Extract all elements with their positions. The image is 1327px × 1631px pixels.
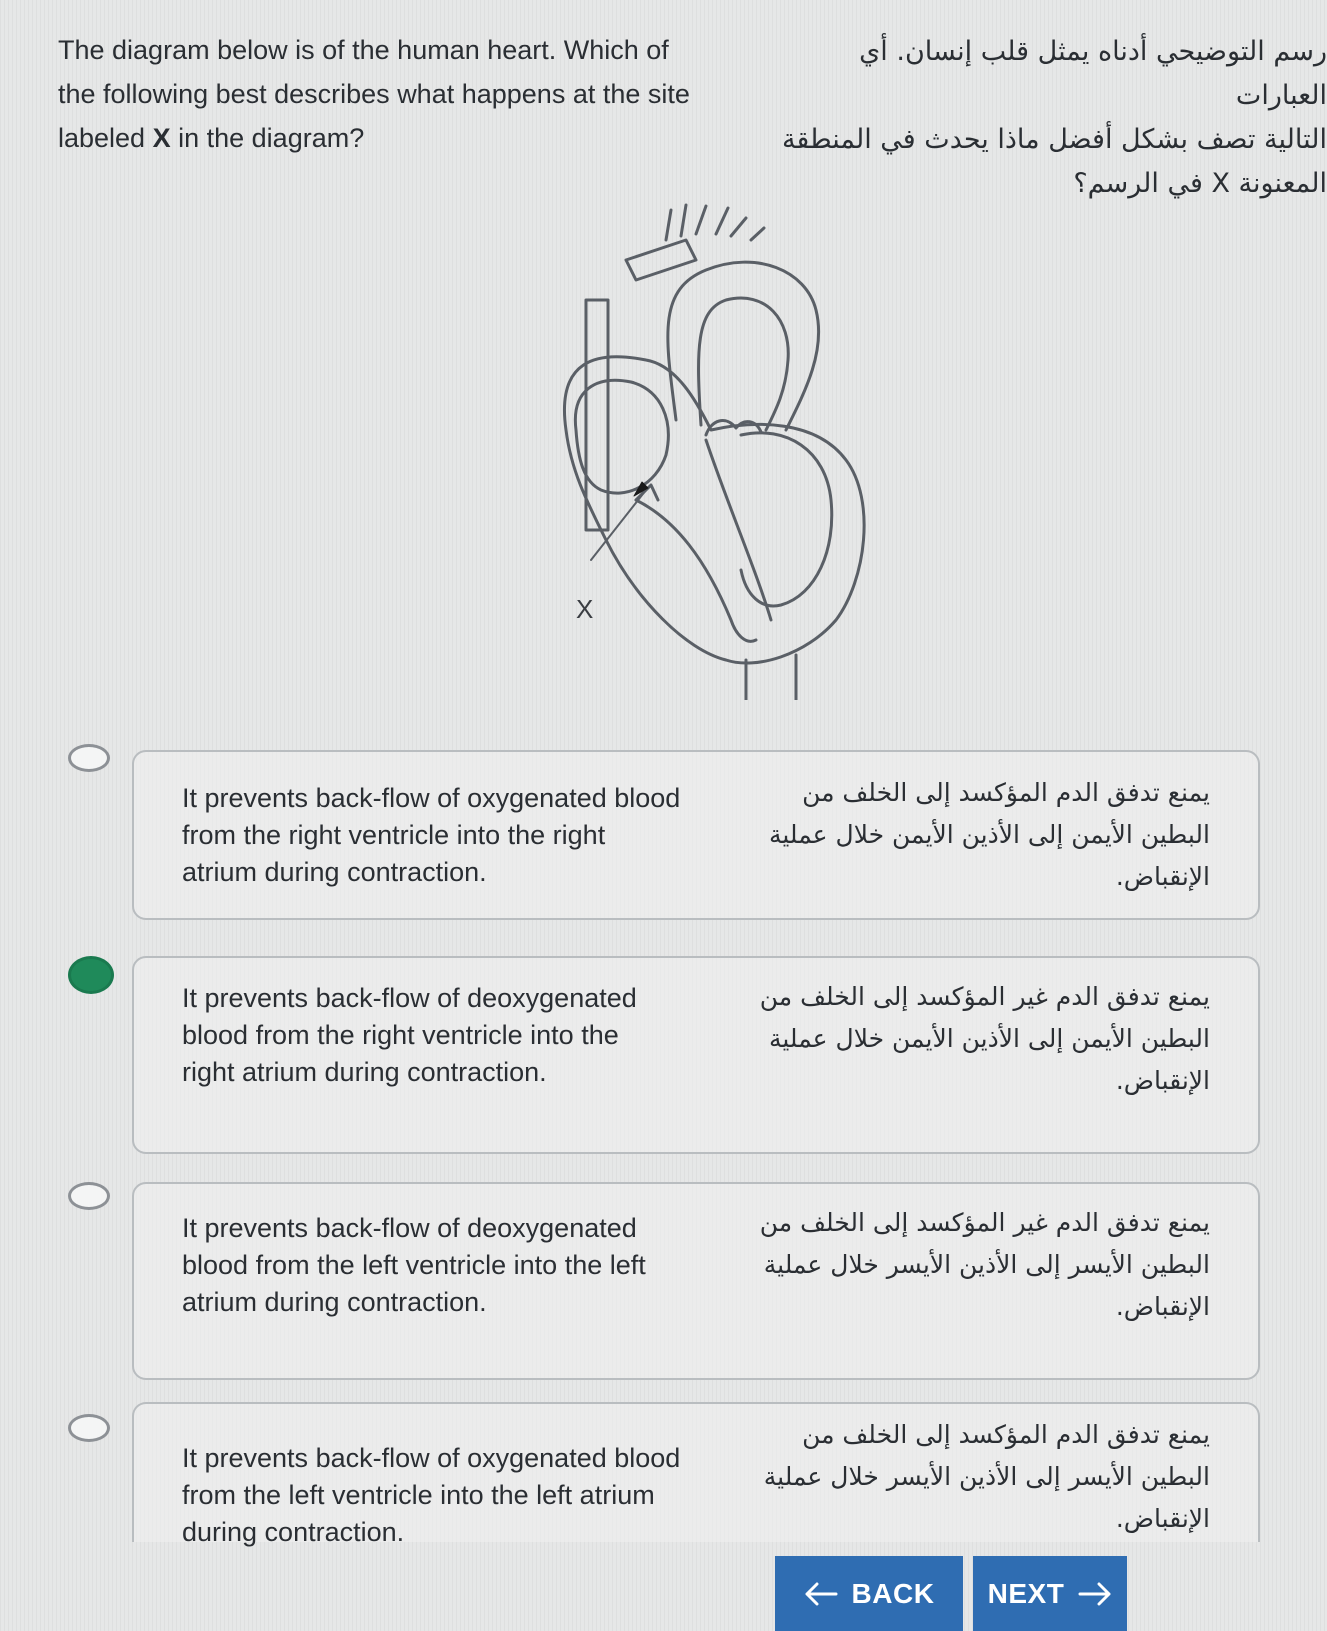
- answer-radio-1[interactable]: [68, 744, 110, 772]
- septum: [706, 440, 771, 620]
- aorta: [668, 262, 819, 430]
- right-ventricle: [636, 500, 756, 641]
- pulmonary-artery: [626, 240, 696, 280]
- right-atrium: [575, 380, 668, 493]
- back-button-label: BACK: [851, 1577, 935, 1609]
- answer-text-english-1: It prevents back-flow of oxygenated blood from the right ventricle into the right atrium during contraction.: [182, 783, 681, 887]
- question-site-label: X: [152, 123, 171, 153]
- answer-radio-2-selected[interactable]: [68, 956, 114, 994]
- answer-text-english-4: It prevents back-flow of oxygenated blood from the left ventricle into the left atrium during contraction.: [182, 1443, 681, 1547]
- arrow-right-icon: [1078, 1582, 1112, 1606]
- answer-card-1[interactable]: [132, 750, 1260, 920]
- left-ventricle: [741, 433, 832, 606]
- site-label-x: X: [576, 594, 594, 624]
- heart-diagram: [556, 200, 906, 700]
- question-text-english: [58, 28, 698, 160]
- question-text-arabic: رسم التوضيحي أدناه يمثل قلب إنسان. أي العبارات التالية تصف بشكل أفضل ماذا يحدث في المنطقة المعنونة X في الرسم؟: [781, 36, 1327, 199]
- vena-cava: [586, 300, 608, 530]
- answer-card-3[interactable]: [132, 1182, 1260, 1380]
- arrow-left-icon: [804, 1582, 838, 1606]
- question-suffix: in the diagram?: [170, 123, 365, 153]
- answer-card-4[interactable]: [132, 1402, 1260, 1547]
- question-prefix: The diagram below is of the human heart. Which of the following best describes what happens at the site labeled: [58, 35, 690, 153]
- answer-text-arabic-4: يمنع تدفق الدم المؤكسد إلى الخلف من البطين الأيسر إلى الأذين الأيسر خلال عملية الإنقباض.: [763, 1420, 1210, 1533]
- answer-text-arabic-1: يمنع تدفق الدم المؤكسد إلى الخلف من البطين الأيمن إلى الأذين الأيمن خلال عملية الإنقباض.: [768, 778, 1210, 891]
- answer-text-english-2: It prevents back-flow of deoxygenated blood from the right ventricle into the right atrium during contraction.: [182, 983, 637, 1087]
- back-button[interactable]: [775, 1556, 963, 1631]
- answer-text-arabic-3: يمنع تدفق الدم غير المؤكسد إلى الخلف من البطين الأيسر إلى الأذين الأيسر خلال عملية الإنقباض.: [759, 1208, 1210, 1321]
- answer-radio-3[interactable]: [68, 1182, 110, 1210]
- answer-text-arabic-2: يمنع تدفق الدم غير المؤكسد إلى الخلف من البطين الأيمن إلى الأذين الأيمن خلال عملية الإنقباض.: [759, 982, 1210, 1095]
- aorta-branches: [666, 205, 764, 240]
- answer-text-english-3: It prevents back-flow of deoxygenated blood from the left ventricle into the left atrium during contraction.: [182, 1213, 646, 1317]
- next-button-label: NEXT: [987, 1577, 1065, 1609]
- answer-card-2[interactable]: [132, 956, 1260, 1154]
- next-button[interactable]: [973, 1556, 1127, 1631]
- answer-radio-4[interactable]: [68, 1414, 110, 1442]
